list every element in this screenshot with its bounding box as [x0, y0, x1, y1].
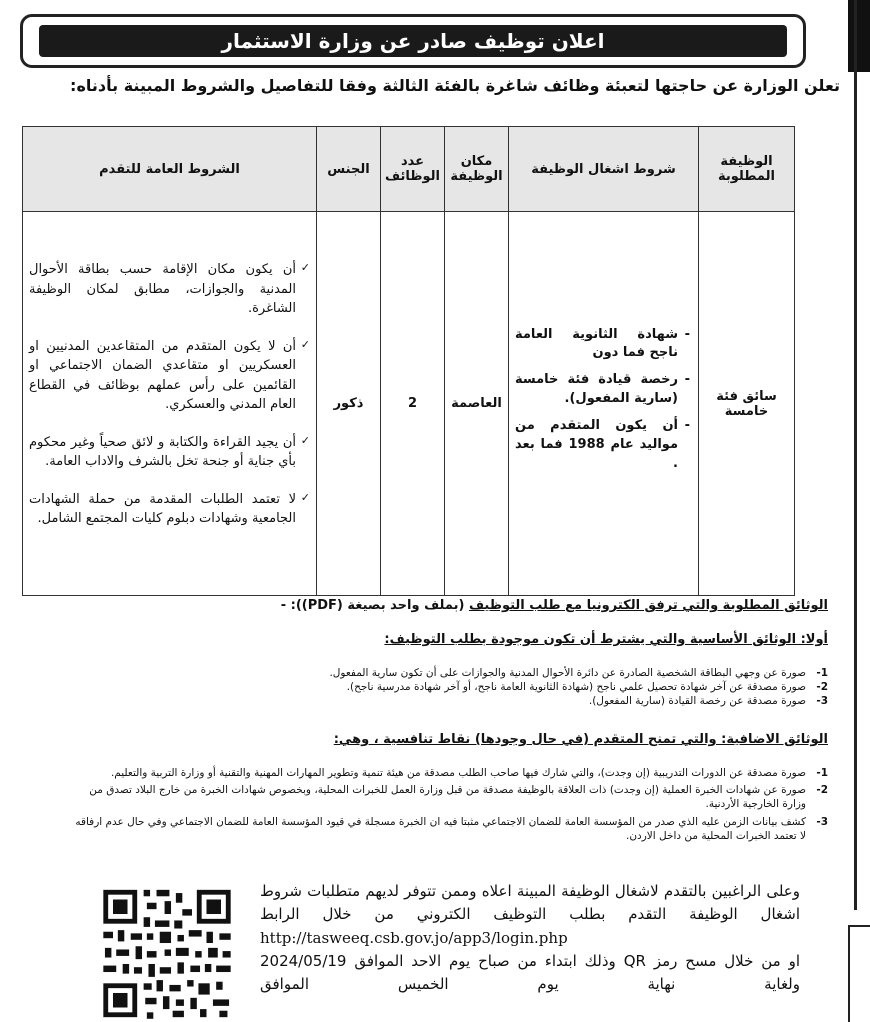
checkbox-icon: ✓: [300, 490, 310, 504]
header-requirements: شروط اشغال الوظيفة: [509, 127, 699, 212]
header-general: الشروط العامة للتقدم: [23, 127, 317, 212]
announcement: [18, 0, 848, 1022]
requirement-item: - أن يكون المتقدم من مواليد عام 1988 فما بعد .: [515, 417, 678, 474]
header-count: عدد الوظائف: [381, 127, 445, 212]
cell-location: العاصمة: [445, 212, 509, 596]
cell-gender: ذكور: [317, 212, 381, 596]
section1-title: أولا: الوثائق الأساسية والتي يشترط أن تكون موجودة بطلب التوظيف:: [384, 632, 828, 647]
list-item: 1- صورة عن وجهي البطاقة الشخصية الصادرة عن دائرة الأحوال المدنية والجوازات على أن تكون سارية المفعول.: [329, 667, 828, 679]
qr-code-icon[interactable]: [82, 885, 252, 1022]
header-gender: الجنس: [317, 127, 381, 212]
header-job: الوظيفة المطلوبة: [699, 127, 795, 212]
requirement-item: - شهادة الثانوية العامة ناجح فما دون: [515, 326, 678, 364]
page-title: اعلان توظيف صادر عن وزارة الاستثمار: [221, 29, 605, 53]
section1-list: [68, 666, 828, 709]
list-item: 2- صورة مصدقة عن آخر شهادة تحصيل علمي ناجح (شهادة الثانوية العامة ناجح، أو آخر شهادة مدرسية ناجح).: [346, 681, 828, 694]
checkbox-icon: ✓: [300, 337, 310, 351]
cell-count: 2: [381, 212, 445, 596]
apply-link[interactable]: http://tasweeq.csb.gov.jo/app3/login.php: [260, 928, 568, 947]
cell-general-conditions: [23, 212, 317, 596]
general-condition: ✓ أن يجيد القراءة والكتابة و لائق صحياً وغير محكوم بأي جناية أو جنحة تخل بالشرف والاداب العامة.: [29, 433, 310, 470]
documents-heading: الوثائق المطلوبة والتي ترفق الكترونيا مع طلب التوظيف (بملف واحد بصيغة (PDF)): -: [280, 598, 828, 613]
general-condition: ✓ لا تعتمد الطلبات المقدمة من حملة الشهادات الجامعية وشهادات دبلوم كليات المجتمع الشامل.: [29, 490, 310, 527]
jobs-table: [22, 126, 795, 596]
general-condition: ✓ أن لا يكون المتقدم من المتقاعدين المدنيين او العسكريين او متقاعدي الضمان الاجتماعي او القائمين على رأس عملهم بوظائف في القطاع العام المدني والعسكري.: [29, 337, 310, 413]
list-item: 2- صورة عن شهادات الخبرة العملية (إن وجدت) ذات العلاقة بالوظيفة مصدقة من قبل وزارة العمل للخبرات المحلية، وبخصوص شهادات الخبرة من خارج البلاد تصدق من وزارة الخارجية الأردنية.: [89, 784, 828, 811]
header-location: مكان الوظيفة: [445, 127, 509, 212]
section2-list: [68, 766, 828, 843]
requirement-item: - رخصة قيادة فئة خامسة (سارية المفعول).: [515, 371, 678, 409]
list-item: 1- صورة مصدقة عن الدورات التدريبية (إن وجدت)، والتي شارك فيها صاحب الطلب مصدقة من هيئة تنمية وتطوير المهارات المهنية والتقنية أو وزارة التربية والتعليم.: [110, 767, 828, 779]
checkbox-icon: ✓: [300, 261, 310, 275]
table-row: [23, 212, 795, 596]
title-frame: [20, 14, 806, 68]
cell-job: سائق فئة خامسة: [699, 212, 795, 596]
list-item: 3- كشف بيانات الزمن عليه الذي صدر من المؤسسة العامة للضمان الاجتماعي مثبتا فيه ان الخبرة مسجلة في قيود المؤسسة العامة للضمان الاجتماعي وفي حال عدم ارفاقه لا تعتمد الخبرات المحلية من داخل الاردن.: [75, 815, 828, 842]
checkbox-icon: ✓: [300, 433, 310, 447]
apply-instructions: وعلى الراغبين بالتقدم لاشغال الوظيفة المبينة اعلاه وممن تتوفر لديهم متطلبات شروط اشغال الوظيفة التقدم بطلب التوظيف الكتروني من خلال الرابط http://tasweeq.csb.gov.jo/app3/login.php او من خلال مسح رمز QR وذلك ابتداء من صباح يوم الاحد الموافق 2024/05/19 ولغاية نهاية يوم الخميس الموافق: [260, 882, 800, 993]
cell-requirements: [509, 212, 699, 596]
intro-text: تعلن الوزارة عن حاجتها لتعبئة وظائف شاغرة بالفئة الثالثة وفقا للتفاصيل والشروط المبينة بأدناه:: [70, 76, 840, 95]
general-condition: ✓ أن يكون مكان الإقامة حسب بطاقة الأحوال المدنية والجوازات، مطابق لمكان الوظيفة الشاغرة.: [29, 261, 310, 317]
list-item: 3- صورة مصدقة عن رخصة القيادة (سارية المفعول).: [588, 695, 828, 708]
table-header-row: [23, 127, 795, 212]
title-bar: [39, 25, 787, 57]
adjacent-column-edge: [848, 0, 870, 1022]
section2-title: الوثائق الاضافية: والتي تمنح المتقدم (في حال وجودها) نقاط تنافسية ، وهي:: [333, 732, 828, 747]
